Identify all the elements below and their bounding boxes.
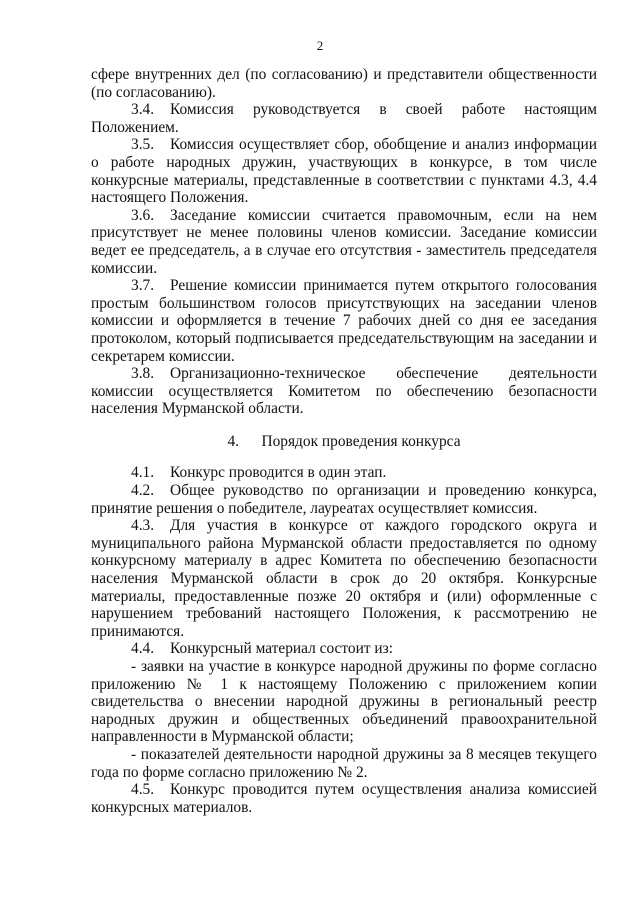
section-heading xyxy=(91,433,597,451)
paragraph-3-6 xyxy=(91,207,597,277)
list-item: - заявки на участие в конкурсе народной дружины по форме согласно приложению № 1 к настоящему Положению с приложением копии свидетельства о внесении народной дружины в региональный реестр народных дружин и общественных объединений правоохранительной направленности в Мурманской области; xyxy=(91,658,597,746)
clause-text: Конкурсный материал состоит из: xyxy=(170,640,393,658)
clause-text: Решение комиссии принимается путем открытого голосования простым большинством голосов присутствующих на заседании членов комиссии и оформляется в течение 7 рабочих дней со дня ее заседания протоколом, который подписывается председательствующим на заседании и секретарем комиссии. xyxy=(91,277,597,365)
paragraph-4-1 xyxy=(91,464,597,482)
clause-text: Для участия в конкурсе от каждого городского округа и муниципального района Мурманской области предоставляется по одному конкурсному материалу в адрес Комитета по обеспечению безопасности населения Мурманской области в срок до 20 октября. Конкурсные материалы, предоставленные позже 20 октября и (или) оформленные с нарушением требований настоящего Положения, к рассмотрению не принимаются. xyxy=(91,517,597,640)
paragraph-4-2 xyxy=(91,482,597,517)
clause-number: 4.3. xyxy=(131,517,155,535)
clause-number: 4.5. xyxy=(131,781,155,799)
clause-text: Конкурс проводится в один этап. xyxy=(170,464,387,482)
clause-number: 3.5. xyxy=(131,136,155,154)
clause-text: Комиссия руководствуется в своей работе настоящим Положением. xyxy=(91,101,597,136)
section-number: 4. xyxy=(227,432,240,450)
paragraph-intro: сфере внутренних дел (по согласованию) и представители общественности (по согласованию). xyxy=(91,66,597,101)
paragraph-3-5 xyxy=(91,136,597,206)
clause-number: 4.1. xyxy=(131,464,155,482)
clause-number: 3.6. xyxy=(131,206,155,224)
clause-text: Комиссия осуществляет сбор, обобщение и анализ информации о работе народных дружин, участвующих в конкурсе, в том числе конкурсные материалы, представленные в соответствии с пунктами 4.3, 4.4 настоящего Положения. xyxy=(91,136,597,207)
clause-number: 4.4. xyxy=(131,640,155,658)
clause-number: 3.4. xyxy=(131,101,155,119)
document-body xyxy=(91,66,597,816)
paragraph-4-5 xyxy=(91,781,597,816)
section-title: Порядок проведения конкурса xyxy=(261,432,461,450)
clause-text: Конкурс проводится путем осуществления анализа комиссией конкурсных материалов. xyxy=(91,781,597,816)
clause-number: 3.8. xyxy=(131,365,155,383)
clause-text: Организационно-техническое обеспечение деятельности комиссии осуществляется Комитетом по обеспечению безопасности населения Мурманской области. xyxy=(91,365,597,418)
list-item: - показателей деятельности народной дружины за 8 месяцев текущего года по форме согласно приложению № 2. xyxy=(91,745,597,781)
clause-number: 4.2. xyxy=(131,482,155,500)
clause-number: 3.7. xyxy=(131,277,155,295)
paragraph-4-4 xyxy=(91,640,597,658)
paragraph-3-4 xyxy=(91,101,597,136)
clause-text: Общее руководство по организации и проведению конкурса, принятие решения о победителе, лауреатах осуществляет комиссия. xyxy=(91,482,597,517)
paragraph-3-8 xyxy=(91,365,597,418)
page-number: 2 xyxy=(316,38,324,53)
paragraph-4-3 xyxy=(91,517,597,640)
paragraph-3-7 xyxy=(91,277,597,365)
clause-text: Заседание комиссии считается правомочным, если на нем присутствует не менее половины членов комиссии. Заседание комиссии ведет ее председатель, а в случае его отсутствия - заместитель председателя комиссии. xyxy=(91,206,597,277)
